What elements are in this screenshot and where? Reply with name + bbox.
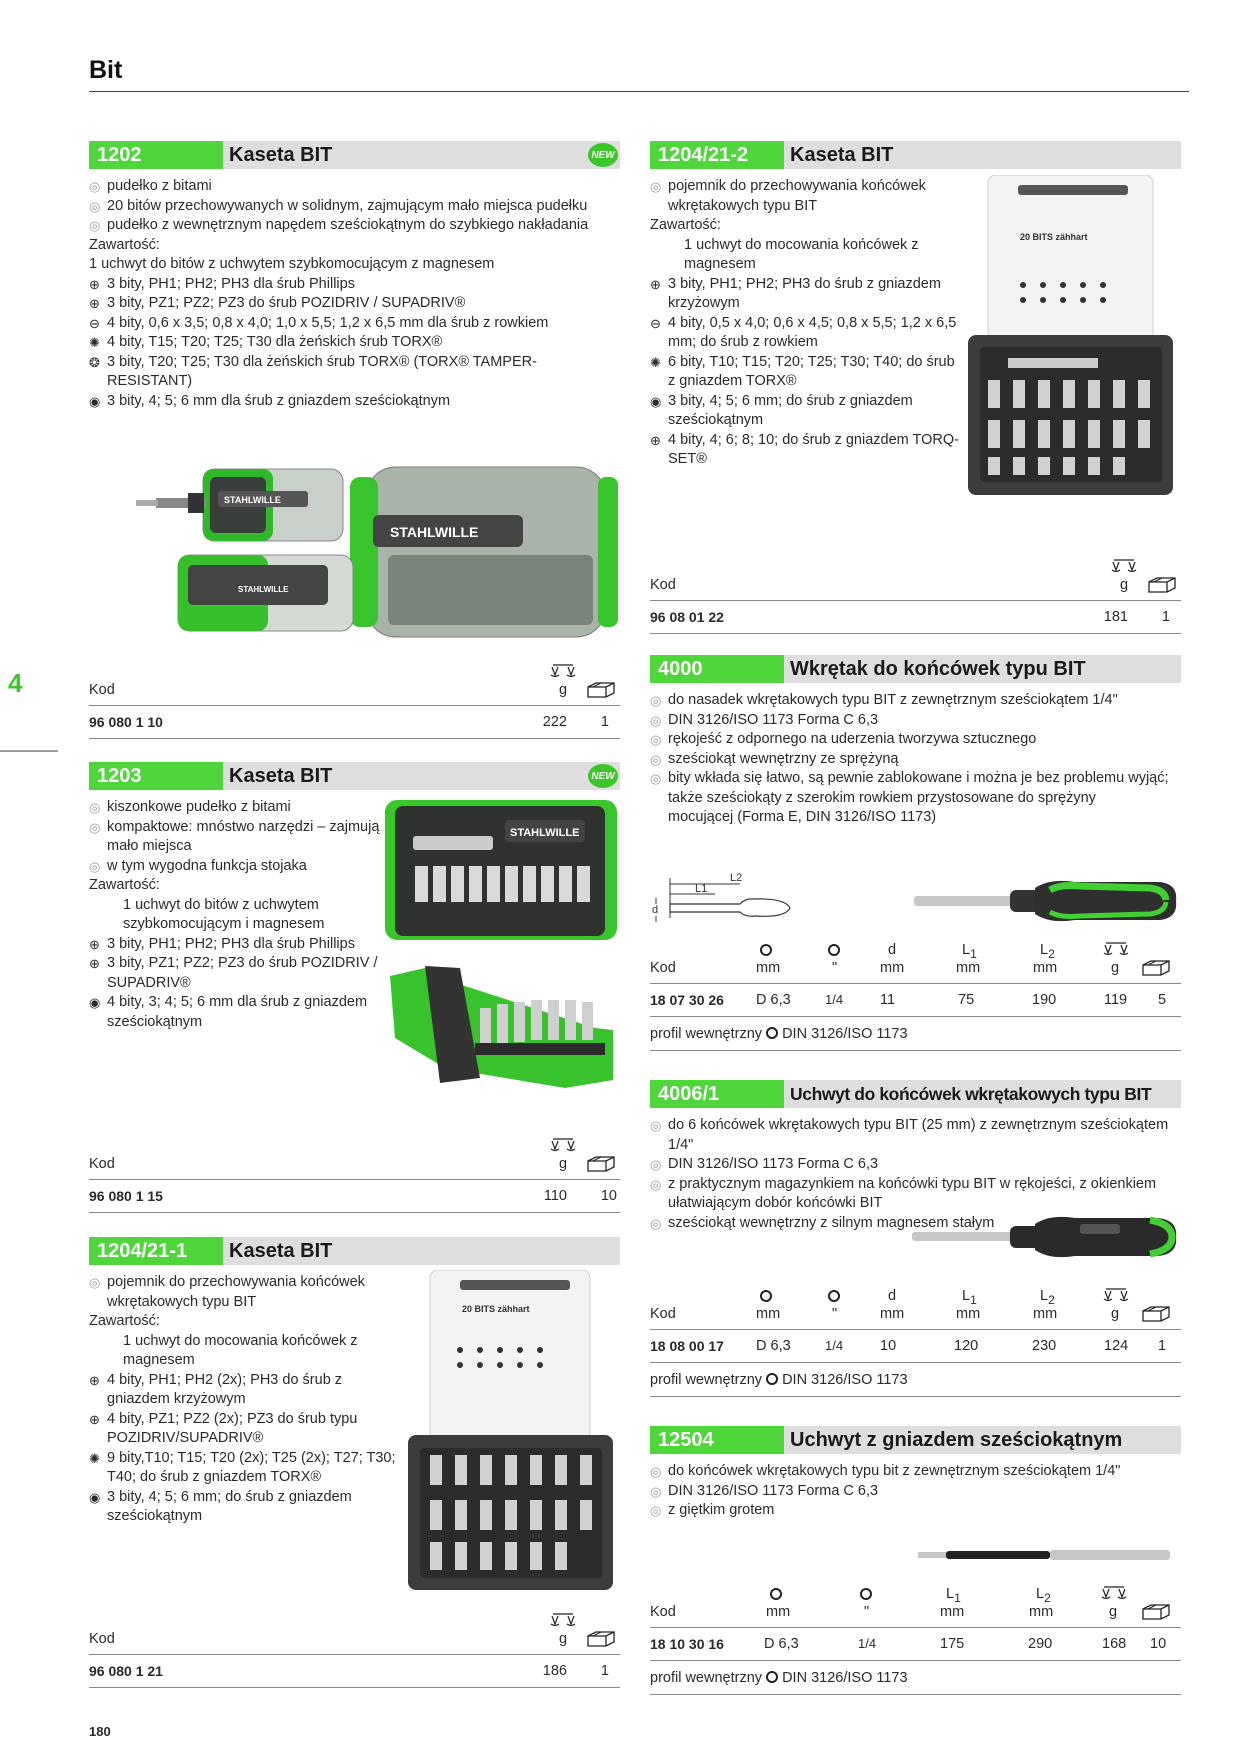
package-icon [586,1631,616,1647]
feature-item [650,750,1185,770]
line-text: 9 bity,T10; T15; T20 (2x); T25 (2x); T27; T30; T40; do śrub z gniazdem TORX® [107,1449,396,1485]
feature-item [89,197,614,217]
head-g: g [1111,960,1120,976]
drive-type-icon: ◉ [89,1489,101,1505]
article-code: 18 08 00 17 [650,1338,724,1354]
head-mm: mm [756,960,781,976]
product-number: 1204/21-1 [89,1237,223,1265]
feature-item [89,798,389,818]
table-12504 [650,1586,1181,1698]
section-1204-21-2 [650,141,1181,169]
head-mm: mm [1033,960,1058,976]
feature-item [650,1462,1185,1482]
bit-item [89,1371,399,1410]
table-4006-1 [650,1288,1181,1400]
line-text: do końcówek wkrętakowych typu bit z zewnętrznym sześciokątem 1/4" [668,1463,1121,1479]
line-text: 4 bity, 0,5 x 4,0; 0,6 x 4,5; 0,8 x 5,5; 1,2 x 6,5 mm; do śrub z rowkiem [668,314,957,350]
line-text: DIN 3126/ISO 1173 Forma C 6,3 [668,1156,879,1172]
bullet-icon: ◎ [650,712,662,728]
head-mm: mm [1033,1306,1058,1322]
weight-icon [1111,559,1137,573]
cell-l1: 120 [954,1338,979,1354]
bullet-icon: ◎ [650,1118,662,1133]
cell-d: 11 [880,992,896,1008]
head-mm: mm [956,960,981,976]
product-photo-1204-21-1 [400,1270,620,1595]
cell-weight: 124 [1104,1338,1129,1354]
head-mm: mm [956,1306,981,1322]
line-text: do 6 końcówek wkrętakowych typu BIT (25 mm) z zewnętrznym sześciokątem 1/4" [668,1117,1169,1153]
svg-text:L2: L2 [730,872,743,884]
svg-text:STAHLWILLE: STAHLWILLE [510,827,580,839]
bullet-icon: ◎ [89,858,101,874]
screwdriver-photo-4006-1 [910,1210,1180,1266]
bullet-icon: ◎ [650,179,662,194]
line-text: 6 bity, T10; T15; T20; T25; T30; T40; do śrub z gniazdem TORX® [668,353,955,389]
content-item [89,1332,399,1371]
kod-label: Kod [650,1604,676,1620]
bullet-icon: ◎ [89,800,101,815]
features-1204-21-1 [89,1273,399,1527]
line-text: 3 bity, PH1; PH2; PH3 dla śrub Phillips [107,275,355,292]
bit-item [650,431,960,470]
product-photo-1204-21-2 [958,175,1180,500]
feature-item [650,711,1185,731]
feature-item [650,1116,1185,1155]
bullet-icon: ◎ [650,1503,662,1518]
section-1203 [89,762,620,790]
bullet-icon: ◎ [650,751,662,767]
article-code: 96 080 1 21 [89,1663,163,1679]
feature-item [89,818,389,857]
bullet-icon: ◎ [89,1275,101,1290]
section-4000 [650,655,1181,683]
hex-socket-icon [828,944,840,956]
bullet-icon: ◎ [650,1464,662,1479]
drive-type-icon: ⊕ [89,936,100,952]
bit-item [89,954,389,993]
line-text: Zawartość: [650,217,721,233]
weight-value: 181 [1103,609,1128,625]
line-text: 1 uchwyt do bitów z uchwytem szybkomocującym z magnesem [89,256,495,272]
cell-d: 10 [880,1338,897,1354]
head-mm: mm [766,1604,791,1620]
drive-type-icon: ◉ [89,393,101,409]
product-number: 12504 [650,1426,784,1454]
bit-item [89,294,614,314]
head-inch: " [832,1306,838,1322]
weight-icon [550,1613,576,1627]
head-d: d [888,942,897,958]
feature-item [650,177,960,216]
content-label [650,216,960,236]
cell-qty: 5 [1158,992,1167,1008]
dimension-drawing [650,868,810,928]
head-l1: $L_1$ [962,942,977,961]
feature-continuation [650,808,1185,828]
head-mm: mm [880,1306,905,1322]
hex-socket-icon [760,944,772,956]
line-text: bity wkłada się łatwo, są pewnie zablokowane i można je bez problemu wyjąć; także sześciokąty z szerokim rowkiem przystosowane do sprężyny [668,770,1169,806]
drive-type-icon: ⊕ [650,432,661,448]
title-rule [89,91,1189,92]
bit-item [89,275,614,295]
product-title: Kaseta BIT [229,143,333,166]
article-code: 18 07 30 26 [650,992,724,1008]
package-icon [1141,1604,1171,1620]
line-text: 4 bity, PZ1; PZ2 (2x); PZ3 do śrub typu POZIDRIV/SUPADRIV® [107,1410,358,1446]
package-icon [586,1156,616,1172]
section-1202 [89,141,620,169]
svg-text:d: d [652,904,659,916]
product-photo-1203 [385,798,620,1098]
page-title: Bit [89,56,123,84]
content-label [89,1312,399,1332]
package-icon [586,682,616,698]
chapter-number: 4 [8,668,23,698]
features-1203 [89,798,389,1032]
line-text: z praktycznym magazynkiem na końcówki typu BIT w rękojeści, z okienkiem ułatwiającym dobór końcówki BIT [668,1175,1157,1211]
line-text: DIN 3126/ISO 1173 Forma C 6,3 [668,1482,879,1499]
product-number: 4000 [650,655,784,683]
head-g: g [1111,1306,1120,1322]
weight-icon [1103,1288,1129,1302]
content-label [89,876,389,896]
bit-item [89,1488,399,1527]
chapter-rule [0,750,58,752]
product-number: 4006/1 [650,1080,784,1108]
line-text: 1 uchwyt do mocowania końcówek z magnesem [123,1332,358,1368]
section-1204-21-1 [89,1237,620,1265]
section-header [89,141,620,169]
cell-qty: 1 [1158,1338,1167,1354]
hex-socket-icon [766,1027,778,1039]
line-text: kompaktowe: mnóstwo narzędzi – zajmują mało miejsca [107,818,380,854]
bullet-icon: ◎ [650,732,662,747]
drive-type-icon: ✺ [89,335,100,350]
kod-label: Kod [650,960,676,976]
weight-icon [1103,942,1129,956]
weight-value: 186 [542,1663,567,1679]
profile-note: profil wewnętrzny DIN 3126/ISO 1173 [650,1372,908,1388]
unit-g: g [1119,577,1129,593]
drive-type-icon: ✺ [89,1450,100,1466]
kod-label: Kod [650,577,676,593]
feature-item [650,1482,1185,1502]
bit-item [89,993,389,1032]
line-text: 3 bity, 4; 5; 6 mm; do śrub z gniazdem sześciokątnym [107,1488,352,1524]
line-text: pudełko z bitami [107,178,212,194]
line-text: 3 bity, PZ1; PZ2; PZ3 do śrub POZIDRIV / SUPADRIV® [107,955,378,991]
bit-item [89,935,389,955]
qty-value: 1 [1161,609,1170,625]
head-mm: mm [940,1604,965,1620]
product-number: 1202 [89,141,223,169]
section-4006-1 [650,1080,1181,1108]
unit-g: g [558,682,568,698]
product-title: Uchwyt z gniazdem sześciokątnym [790,1428,1123,1451]
feature-item [89,1273,399,1312]
head-l2: $L_2$ [1036,1586,1051,1605]
new-badge: NEW [588,764,618,788]
package-icon [1141,1306,1171,1322]
feature-item [89,216,614,236]
cell-weight: 168 [1102,1636,1127,1652]
head-mm: mm [880,960,905,976]
bullet-icon: ◎ [650,771,662,786]
kod-label: Kod [89,1156,115,1172]
bit-item [650,275,960,314]
drive-type-icon: ⊖ [650,315,661,331]
package-icon [1147,577,1177,593]
bit-item [89,314,614,334]
feature-item [650,1175,1185,1214]
weight-icon [1101,1586,1127,1600]
product-number: 1204/21-2 [650,141,784,169]
product-title: Wkrętak do końcówek typu BIT [790,657,1086,680]
line-text: mocującej (Forma E, DIN 3126/ISO 1173) [668,809,937,825]
qty-value: 10 [600,1188,617,1204]
product-title: Kaseta BIT [229,1239,333,1262]
unit-g: g [558,1631,568,1647]
feature-item [650,1501,1185,1521]
profile-note: profil wewnętrzny DIN 3126/ISO 1173 [650,1670,908,1686]
article-code: 96 080 1 10 [89,714,163,730]
bullet-icon: ◎ [650,693,662,708]
line-text: rękojeść z odpornego na uderzenia tworzywa sztucznego [668,731,1037,747]
weight-value: 110 [543,1188,567,1204]
product-title: Kaseta BIT [229,764,333,787]
cell-inch: 1/4 [858,1636,877,1651]
content-item [650,236,960,275]
package-icon [1141,960,1171,976]
svg-text:L1: L1 [695,883,708,895]
svg-text:STAHLWILLE: STAHLWILLE [390,524,479,540]
line-text: Zawartość: [89,877,160,893]
line-text: 1 uchwyt do bitów z uchwytem szybkomocującym i magnesem [123,896,325,932]
cell-l2: 230 [1032,1338,1057,1354]
head-l1: $L_1$ [946,1586,961,1605]
svg-text:20 BITS zähhart: 20 BITS zähhart [1020,232,1088,242]
holder-photo-12504 [910,1532,1180,1576]
line-text: 3 bity, 4; 5; 6 mm dla śrub z gniazdem sześciokątnym [107,392,451,409]
hex-socket-icon [760,1290,772,1302]
drive-type-icon: ⊕ [89,956,100,971]
feature-item [89,857,389,877]
table-1203 [89,1134,620,1214]
drive-type-icon: ⊕ [89,296,100,311]
content-label [89,236,614,256]
weight-icon [550,1138,576,1152]
head-l2: $L_2$ [1040,942,1055,961]
line-text: pojemnik do przechowywania końcówek wkrętakowych typu BIT [107,1274,365,1310]
section-12504 [650,1426,1181,1454]
bullet-icon: ◎ [650,1215,662,1231]
features-4000 [650,691,1185,828]
cell-l1: 75 [958,992,975,1008]
hex-socket-icon [860,1588,872,1600]
drive-type-icon: ⊖ [89,315,100,331]
line-text: do nasadek wkrętakowych typu BIT z zewnętrznym sześciokątem 1/4" [668,692,1118,708]
line-text: 4 bity, 4; 6; 8; 10; do śrub z gniazdem TORQ-SET® [668,431,959,467]
line-text: kiszonkowe pudełko z bitami [107,799,291,815]
feature-item [650,1155,1185,1175]
bullet-icon: ◎ [89,819,101,835]
drive-type-icon: ⊕ [650,276,661,292]
head-g: g [1109,1604,1118,1620]
line-text: Zawartość: [89,236,160,253]
head-mm: mm [1029,1604,1054,1620]
article-code: 96 08 01 22 [650,609,724,625]
unit-g: g [558,1156,568,1172]
head-inch: " [832,960,838,976]
bullet-icon: ◎ [650,1176,662,1192]
table-1202 [89,660,620,740]
bit-item [89,333,614,353]
bullet-icon: ◎ [89,198,101,214]
drive-type-icon: ✺ [650,354,661,370]
bullet-icon: ◎ [650,1157,662,1172]
head-inch: " [864,1604,870,1620]
drive-type-icon: ❂ [89,354,100,370]
cell-qty: 10 [1150,1636,1167,1652]
product-title: Uchwyt do końcówek wkrętakowych typu BIT [790,1083,1152,1104]
content-label [89,255,614,275]
screwdriver-photo-4000 [910,870,1180,932]
svg-text:20 BITS zähhart: 20 BITS zähhart [462,1304,530,1314]
table-4000 [650,942,1181,1054]
qty-value: 1 [600,714,609,730]
drive-type-icon: ⊕ [89,1372,100,1388]
weight-value: 222 [542,714,567,730]
bullet-icon: ◎ [89,218,101,233]
bit-item [650,392,960,431]
cell-l2: 190 [1032,992,1057,1008]
head-mm: mm [756,1306,781,1322]
cell-profile: D 6,3 [756,992,791,1008]
table-1204-21-2 [650,555,1181,635]
feature-item [650,691,1185,711]
svg-text:STAHLWILLE: STAHLWILLE [238,585,289,594]
feature-item [89,177,614,197]
drive-type-icon: ◉ [650,393,662,409]
cell-profile: D 6,3 [756,1338,791,1354]
line-text: 3 bity, PZ1; PZ2; PZ3 do śrub POZIDRIV / SUPADRIV® [107,295,466,311]
product-photo-1202 [128,455,618,645]
article-code: 96 080 1 15 [89,1188,163,1204]
kod-label: Kod [89,682,115,698]
line-text: 4 bity, 0,6 x 3,5; 0,8 x 4,0; 1,0 x 5,5; 1,2 x 6,5 mm dla śrub z rowkiem [107,314,549,331]
line-text: pojemnik do przechowywania końcówek wkrętakowych typu BIT [668,178,926,214]
cell-weight: 119 [1104,992,1128,1008]
new-badge: NEW [588,143,618,167]
article-code: 18 10 30 16 [650,1636,724,1652]
cell-inch: 1/4 [825,1338,844,1353]
line-text: 20 bitów przechowywanych w solidnym, zajmującym mało miejsca pudełku [107,197,588,214]
features-1202 [89,177,614,411]
profile-note: profil wewnętrzny DIN 3126/ISO 1173 [650,1026,908,1042]
cell-l1: 175 [940,1636,965,1652]
kod-label: Kod [650,1306,676,1322]
line-text: 3 bity, T20; T25; T30 dla żeńskich śrub TORX® (TORX® TAMPER-RESISTANT) [107,353,537,389]
line-text: 3 bity, PH1; PH2; PH3 dla śrub Phillips [107,935,355,952]
svg-text:STAHLWILLE: STAHLWILLE [224,495,281,505]
head-l1: $L_1$ [962,1288,977,1307]
weight-icon [550,664,576,678]
cell-l2: 290 [1028,1636,1053,1652]
product-title: Kaseta BIT [790,143,894,166]
hex-socket-icon [766,1373,778,1385]
bit-item [89,1410,399,1449]
kod-label: Kod [89,1631,115,1647]
feature-item [650,730,1185,750]
hex-socket-icon [828,1290,840,1302]
page-number: 180 [89,1724,111,1739]
table-1204-21-1 [89,1609,620,1689]
bit-item [89,1449,399,1488]
bit-item [650,314,960,353]
line-text: sześciokąt wewnętrzny z silnym magnesem stałym [668,1214,995,1231]
line-text: DIN 3126/ISO 1173 Forma C 6,3 [668,711,879,728]
features-12504 [650,1462,1185,1521]
product-number: 1203 [89,762,223,790]
hex-socket-icon [770,1588,782,1600]
bit-item [650,353,960,392]
line-text: w tym wygodna funkcja stojaka [107,857,307,874]
drive-type-icon: ⊕ [89,276,100,292]
line-text: 3 bity, 4; 5; 6 mm; do śrub z gniazdem sześciokątnym [668,392,913,428]
line-text: 4 bity, T15; T20; T25; T30 dla żeńskich śrub TORX® [107,334,443,350]
line-text: 4 bity, PH1; PH2 (2x); PH3 do śrub z gniazdem krzyżowym [107,1371,343,1407]
line-text: pudełko z wewnętrznym napędem sześciokątnym do szybkiego nakładania [107,217,589,233]
line-text: Zawartość: [89,1313,160,1329]
cell-profile: D 6,3 [764,1636,799,1652]
hex-socket-icon [766,1671,778,1683]
line-text: z giętkim grotem [668,1502,775,1518]
head-d: d [888,1288,897,1304]
bit-item [89,392,614,412]
cell-inch: 1/4 [825,992,844,1007]
drive-type-icon: ◉ [89,995,101,1010]
line-text: sześciokąt wewnętrzny ze sprężyną [668,750,899,767]
content-item [89,896,389,935]
head-l2: $L_2$ [1040,1288,1055,1307]
line-text: 4 bity, 3; 4; 5; 6 mm dla śrub z gniazdem sześciokątnym [107,994,368,1030]
bullet-icon: ◎ [650,1483,662,1499]
line-text: 1 uchwyt do mocowania końcówek z magnesem [684,236,919,272]
qty-value: 1 [600,1663,609,1679]
features-1204-21-2 [650,177,960,470]
line-text: 3 bity, PH1; PH2; PH3 do śrub z gniazdem krzyżowym [668,275,941,311]
drive-type-icon: ⊕ [89,1411,100,1427]
bit-item [89,353,614,392]
bullet-icon: ◎ [89,179,101,194]
feature-item [650,769,1185,808]
